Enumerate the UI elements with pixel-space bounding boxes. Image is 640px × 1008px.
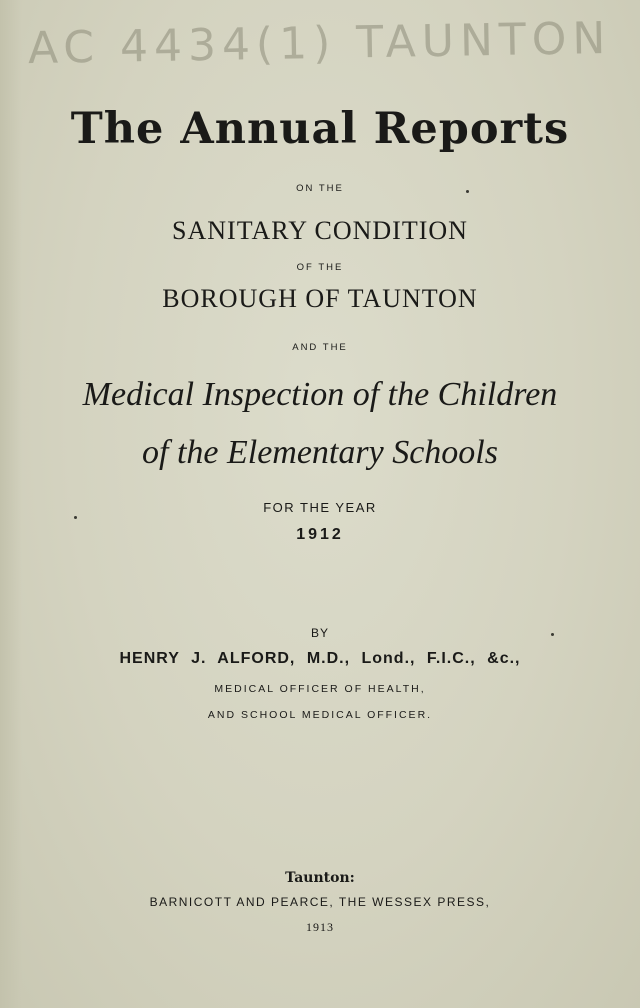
library-stamp: AC 4434(1) TAUNTON [27, 12, 612, 75]
author-office-line-2: AND SCHOOL MEDICAL OFFICER. [207, 709, 433, 721]
on-the-label: ON THE [296, 183, 344, 194]
paper-speck [466, 190, 469, 193]
author-office-line-1: MEDICAL OFFICER OF HEALTH, [214, 683, 426, 695]
subject-borough: BOROUGH OF TAUNTON [162, 284, 478, 313]
publication-year: 1913 [306, 920, 334, 934]
paper-speck [551, 633, 554, 636]
report-title: The Annual Reports [70, 104, 570, 154]
and-the-label: AND THE [292, 342, 348, 353]
for-the-year-label: FOR THE YEAR [263, 500, 377, 515]
subject-medical-inspection: Medical Inspection of the Children [82, 376, 558, 413]
publication-place: Taunton: [285, 870, 355, 886]
paper-speck [74, 516, 77, 519]
of-the-label: OF THE [296, 262, 344, 273]
author-name: HENRY J. ALFORD, M.D., Lond., F.I.C., &c., [119, 650, 521, 667]
by-label: BY [310, 626, 329, 640]
subject-elementary-schools: of the Elementary Schools [142, 434, 498, 471]
report-year: 1912 [296, 526, 344, 543]
printer-name: BARNICOTT AND PEARCE, THE WESSEX PRESS, [149, 895, 491, 909]
subject-sanitary-condition: SANITARY CONDITION [172, 216, 468, 245]
